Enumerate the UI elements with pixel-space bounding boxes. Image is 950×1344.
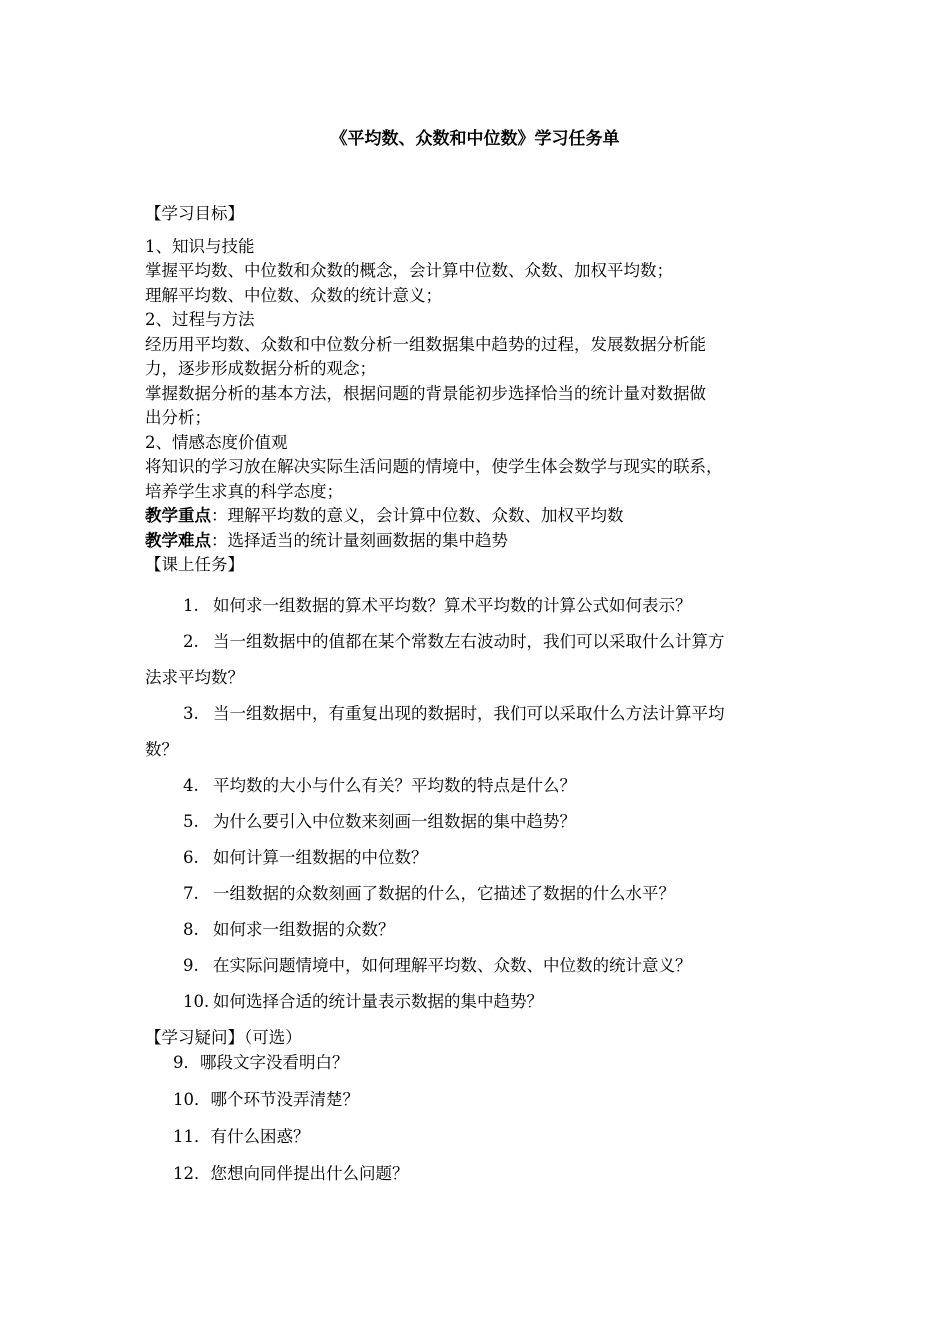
task-number: 1.: [183, 596, 199, 615]
task-text: 当一组数据中的值都在某个常数左右波动时，我们可以采取什么计算方: [213, 632, 725, 651]
goal-section-2-line-2: 掌握数据分析的基本方法，根据问题的背景能初步选择恰当的统计量对数据做: [145, 383, 706, 403]
doubt-item-11: 11．有什么困惑？: [173, 1127, 310, 1146]
goal-section-1-line-2: 理解平均数、中位数、众数的统计意义；: [145, 285, 442, 305]
task-number: 6.: [183, 848, 199, 867]
goal-section-1-line-1: 掌握平均数、中位数和众数的概念，会计算中位数、众数、加权平均数；: [145, 261, 673, 280]
task-item-6: [145, 840, 835, 876]
task-text: 在实际问题情境中，如何理解平均数、众数、中位数的统计意义？: [213, 956, 692, 975]
task-item-9: [145, 948, 835, 984]
goal-section-3-line-1: 将知识的学习放在解决实际生活问题的情境中，使学生体会数学与现实的联系，: [145, 457, 723, 476]
doubt-item-12: 12．您想向同伴提出什么问题？: [173, 1164, 409, 1183]
task-number: 7.: [183, 884, 199, 903]
task-item-2-cont: 法求平均数？: [145, 668, 244, 687]
task-number: 4.: [183, 776, 199, 795]
task-text: 如何计算一组数据的中位数？: [213, 848, 428, 867]
task-number: 8.: [183, 920, 199, 939]
task-text: 一组数据的众数刻画了数据的什么，它描述了数据的什么水平？: [213, 884, 675, 903]
goal-section-2-line-2-cont: 出分析；: [145, 408, 211, 427]
task-item-2: [145, 624, 835, 660]
task-number: 2.: [183, 632, 199, 651]
task-item-8: [145, 912, 835, 948]
teaching-key-text: ：理解平均数的意义，会计算中位数、众数、加权平均数: [211, 506, 624, 525]
tasks-heading: 【课上任务】: [145, 555, 244, 574]
goal-section-3-line-1-cont: 培养学生求真的科学态度；: [145, 481, 343, 501]
task-text: 为什么要引入中位数来刻画一组数据的集中趋势？: [213, 812, 576, 831]
task-text: 当一组数据中，有重复出现的数据时，我们可以采取什么方法计算平均: [213, 704, 725, 723]
task-text: 如何求一组数据的算术平均数？算术平均数的计算公式如何表示？: [213, 596, 692, 615]
task-number: 5.: [183, 812, 199, 831]
task-text: 如何求一组数据的众数？: [213, 920, 395, 939]
task-item-10: [145, 984, 835, 1020]
page-title: 《平均数、众数和中位数》学习任务单: [330, 129, 620, 149]
goal-section-2-line-1-cont: 力，逐步形成数据分析的观念；: [145, 359, 376, 378]
doubts-heading: 【学习疑问】（可选）: [145, 1028, 302, 1047]
goal-section-1-title: 1、知识与技能: [145, 236, 255, 256]
task-number: 10.: [183, 992, 210, 1011]
learning-goals-section: [145, 202, 835, 578]
goals-heading: 【学习目标】: [145, 204, 244, 223]
teaching-key-point: [145, 504, 835, 529]
teaching-difficulty: [145, 529, 835, 554]
task-item-3-cont: 数？: [145, 740, 178, 759]
task-item-3: [145, 696, 835, 732]
task-item-1: [145, 588, 835, 624]
class-tasks-list: [145, 588, 835, 1020]
teaching-difficulty-text: ：选择适当的统计量刻画数据的集中趋势: [211, 530, 508, 550]
teaching-difficulty-label: 教学难点: [145, 530, 211, 550]
doubt-item-10: 10．哪个环节没弄清楚？: [173, 1090, 359, 1109]
task-text: 平均数的大小与什么有关？平均数的特点是什么？: [213, 776, 576, 795]
teaching-key-label: 教学重点: [145, 506, 211, 525]
task-text: 如何选择合适的统计量表示数据的集中趋势？: [213, 992, 543, 1011]
goal-section-2-line-1: 经历用平均数、众数和中位数分析一组数据集中趋势的过程，发展数据分析能: [145, 334, 706, 354]
task-item-4: [145, 768, 835, 804]
task-number: 3.: [183, 704, 199, 723]
goal-section-3-title: 2、情感态度价值观: [145, 432, 288, 452]
learning-doubts-list: [145, 1049, 835, 1197]
doubt-item-9: 9．哪段文字没看明白？: [173, 1053, 349, 1072]
task-item-5: [145, 804, 835, 840]
task-item-7: [145, 876, 835, 912]
task-number: 9.: [183, 956, 199, 975]
goal-section-2-title: 2、过程与方法: [145, 310, 255, 329]
